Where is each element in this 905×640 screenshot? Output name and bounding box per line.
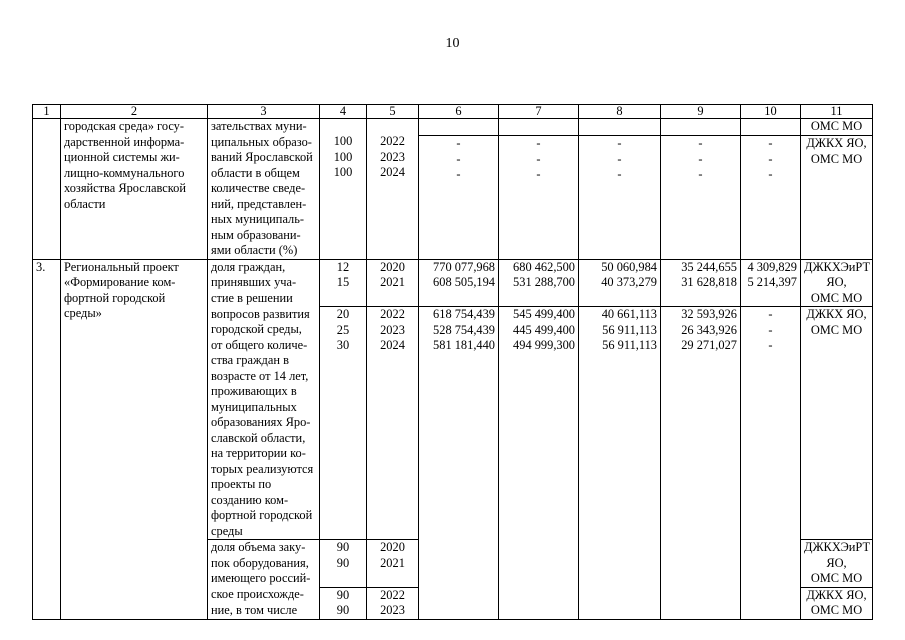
table-row bbox=[33, 119, 873, 136]
cell bbox=[661, 119, 741, 136]
executor: ДЖКХ ЯО, ОМС МО bbox=[801, 136, 873, 259]
funding-regional: 40 661,113 56 911,113 56 911,113 bbox=[579, 307, 661, 620]
project-name: городская среда» госу- дарственной информа- ционной системы жи- лищно-коммунального хозяйства Ярославской области bbox=[61, 119, 208, 260]
col-header: 1 bbox=[33, 105, 61, 119]
executor: ДЖКХЭиРТ ЯО, ОМС МО bbox=[801, 259, 873, 307]
indicator-text: вопросов развития городской среды, от общего количе- ства граждан в возрасте от 14 лет, проживающих в муниципальных образованиях Яро- славской области, на территории ко- торых реализуются проекты по созданию ком- фортной городской среды bbox=[208, 307, 320, 540]
funding-total: 770 077,968 608 505,194 bbox=[419, 259, 499, 307]
funding-total: 618 754,439 528 754,439 581 181,440 bbox=[419, 307, 499, 620]
years: 2020 2021 bbox=[367, 540, 419, 588]
program-table bbox=[32, 104, 873, 620]
cell bbox=[741, 119, 801, 136]
col-header: 6 bbox=[419, 105, 499, 119]
cell bbox=[579, 119, 661, 136]
funding-total: - - - bbox=[419, 136, 499, 259]
column-number-row bbox=[33, 105, 873, 119]
funding-other: - - - bbox=[741, 307, 801, 620]
years: 2022 2023 bbox=[367, 587, 419, 619]
executor: ДЖКХЭиРТ ЯО, ОМС МО bbox=[801, 540, 873, 588]
years: 2022 2023 2024 bbox=[367, 307, 419, 540]
indicator-values: 20 25 30 bbox=[320, 307, 367, 540]
row-number bbox=[33, 119, 61, 260]
executor: ОМС МО bbox=[801, 119, 873, 136]
col-header: 11 bbox=[801, 105, 873, 119]
funding-local: 32 593,926 26 343,926 29 271,027 bbox=[661, 307, 741, 620]
funding-federal: 680 462,500 531 288,700 bbox=[499, 259, 579, 307]
project-name: Региональный проект «Формирование ком- фортной городской среды» bbox=[61, 259, 208, 619]
col-header: 3 bbox=[208, 105, 320, 119]
col-header: 10 bbox=[741, 105, 801, 119]
col-header: 2 bbox=[61, 105, 208, 119]
funding-other: 4 309,829 5 214,397 bbox=[741, 259, 801, 307]
col-header: 8 bbox=[579, 105, 661, 119]
row-number: 3. bbox=[33, 259, 61, 619]
funding-other: - - - bbox=[741, 136, 801, 259]
indicator-values: 90 90 bbox=[320, 540, 367, 588]
indicator-values: 12 15 bbox=[320, 259, 367, 307]
cell bbox=[499, 119, 579, 136]
executor: ДЖКХ ЯО, ОМС МО bbox=[801, 307, 873, 540]
indicator-text: доля граждан, принявших уча- стие в решении bbox=[208, 259, 320, 307]
funding-local: 35 244,655 31 628,818 bbox=[661, 259, 741, 307]
col-header: 9 bbox=[661, 105, 741, 119]
indicator-text: доля объема заку- пок оборудования, имеющего россий- bbox=[208, 540, 320, 588]
indicator-values: 100 100 100 bbox=[320, 119, 367, 260]
col-header: 4 bbox=[320, 105, 367, 119]
funding-regional: 50 060,984 40 373,279 bbox=[579, 259, 661, 307]
indicator-text: ское происхожде- ние, в том числе bbox=[208, 587, 320, 619]
cell bbox=[419, 119, 499, 136]
executor: ДЖКХ ЯО, ОМС МО bbox=[801, 587, 873, 619]
funding-federal: 545 499,400 445 499,400 494 999,300 bbox=[499, 307, 579, 620]
years: 2020 2021 bbox=[367, 259, 419, 307]
page-number: 10 bbox=[445, 36, 460, 51]
indicator-values: 90 90 bbox=[320, 587, 367, 619]
col-header: 7 bbox=[499, 105, 579, 119]
funding-federal: - - - bbox=[499, 136, 579, 259]
funding-regional: - - - bbox=[579, 136, 661, 259]
indicator-text: зательствах муни- ципальных образо- ваний Ярославской области в общем количестве сведе- ний, представлен- ных муниципаль- ным образовани- ями области (%) bbox=[208, 119, 320, 260]
funding-local: - - - bbox=[661, 136, 741, 259]
table-row bbox=[33, 259, 873, 307]
years: 2022 2023 2024 bbox=[367, 119, 419, 260]
col-header: 5 bbox=[367, 105, 419, 119]
